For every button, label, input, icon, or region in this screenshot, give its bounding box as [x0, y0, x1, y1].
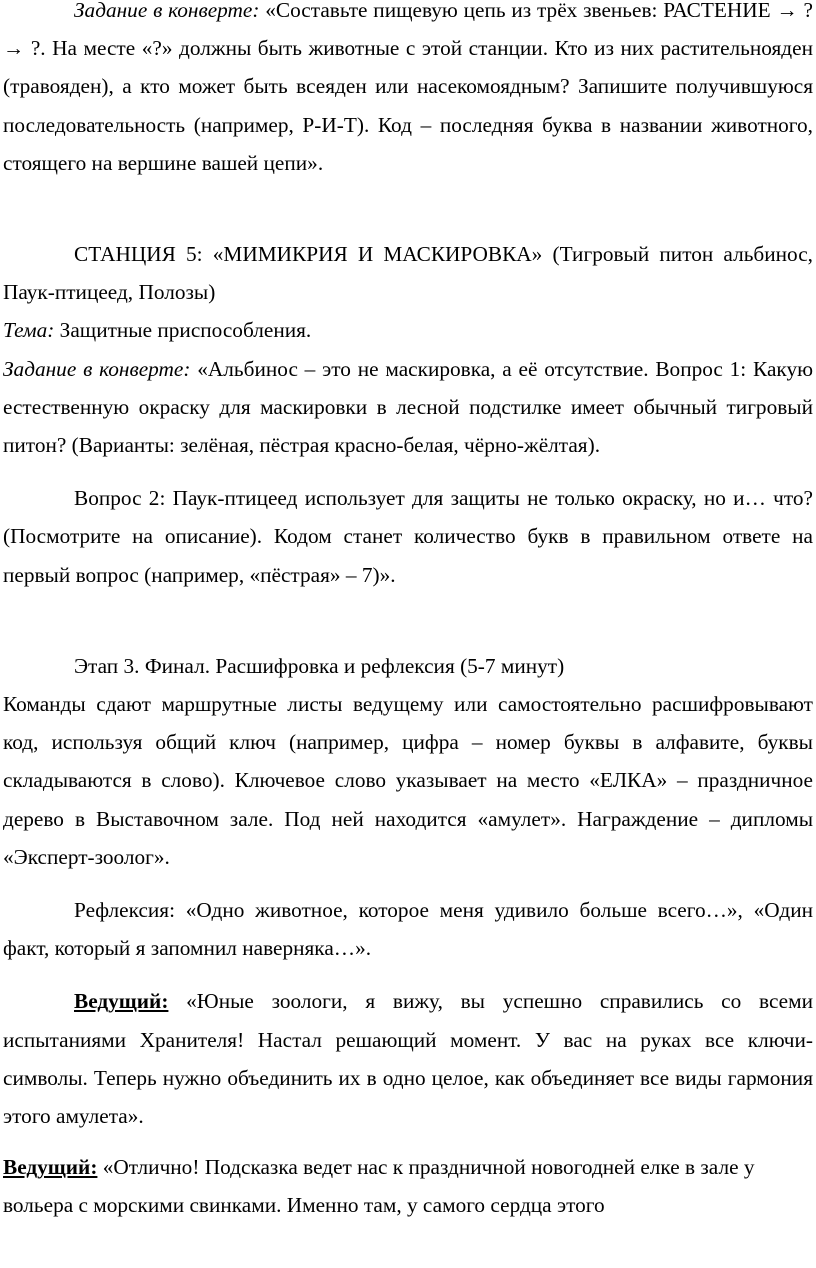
spacer — [3, 464, 813, 479]
theme-text: Защитные приспособления. — [54, 318, 312, 343]
task-envelope-paragraph — [3, 0, 813, 182]
spacer — [3, 182, 813, 235]
host-speech-1 — [3, 982, 813, 1135]
station-5-task-label: Задание в конверте: — [3, 356, 191, 381]
task-label: Задание в конверте: — [74, 0, 260, 22]
station-5-task — [3, 350, 813, 465]
stage-3-text: Команды сдают маршрутные листы ведущему или самостоятельно расшифровывают код, используя общий ключ (например, цифра – номер буквы в алфавите, буквы складываются в слово). Ключевое слово указывает на место «ЕЛКА» – праздничное дерево в Выставочном зале. Под ней находится «амулет». Награждение – дипломы «Эксперт-зоолог». — [3, 692, 813, 869]
host-text-2: «Отлично! Подсказка ведет нас к праздничной новогодней елке в зале у вольера с морскими свинками. Именно там, у самого сердца этого — [3, 1155, 755, 1218]
spacer — [3, 1135, 813, 1148]
station-5-title: СТАНЦИЯ 5: «МИМИКРИЯ И МАСКИРОВКА» (Тигровый питон альбинос, Паук-птицеед, Полозы) — [3, 242, 813, 305]
host-label-2: Ведущий: — [3, 1155, 98, 1180]
host-speech-2 — [3, 1148, 813, 1224]
host-text-1: «Юные зоологи, я вижу, вы успешно справились со всеми испытаниями Хранителя! Настал решающий момент. У вас на руках все ключи-символы. Теперь нужно объединить их в одно целое, как объединяет все виды гармония этого амулета». — [3, 989, 813, 1129]
reflection-paragraph: Рефлексия: «Одно животное, которое меня удивило больше всего…», «Один факт, который я запомнил наверняка…». — [3, 898, 813, 961]
theme-label: Тема: — [3, 318, 55, 343]
spacer — [3, 876, 813, 891]
spacer — [3, 594, 813, 647]
spacer — [3, 967, 813, 982]
task-text: «Составьте пищевую цепь из трёх звеньев: РАСТЕНИЕ → ? → ?. На месте «?» должны быть животные с этой станции. Кто из них растительноядeн (травоядeн), а кто может быть всеяден или насекомоядным? Запишите получившуюся последовательность (например, Р-И-Т). Код – последняя буква в названии животного, стоящего на вершине вашей цепи». — [3, 0, 813, 175]
station-5-theme — [3, 311, 813, 349]
stage-3-title: Этап 3. Финал. Расшифровка и рефлексия (5-7 минут) — [74, 653, 565, 678]
station-5-task-text: «Альбинос – это не маскировка, а её отсутствие. Вопрос 1: Какую естественную окраску для маскировки в лесной подстилке имеет обычный тигровый питон? (Варианты: зелёная, пёстрая красно-белая, чёрно-жёлтая). — [3, 356, 814, 458]
host-label-1: Ведущий: — [74, 989, 169, 1014]
station-5-question-2: Вопрос 2: Паук-птицеед использует для защиты не только окраску, но и… что? (Посмотрите на описание). Кодом станет количество букв в правильном ответе на первый вопрос (например, «пёстрая» – 7)». — [3, 486, 813, 587]
